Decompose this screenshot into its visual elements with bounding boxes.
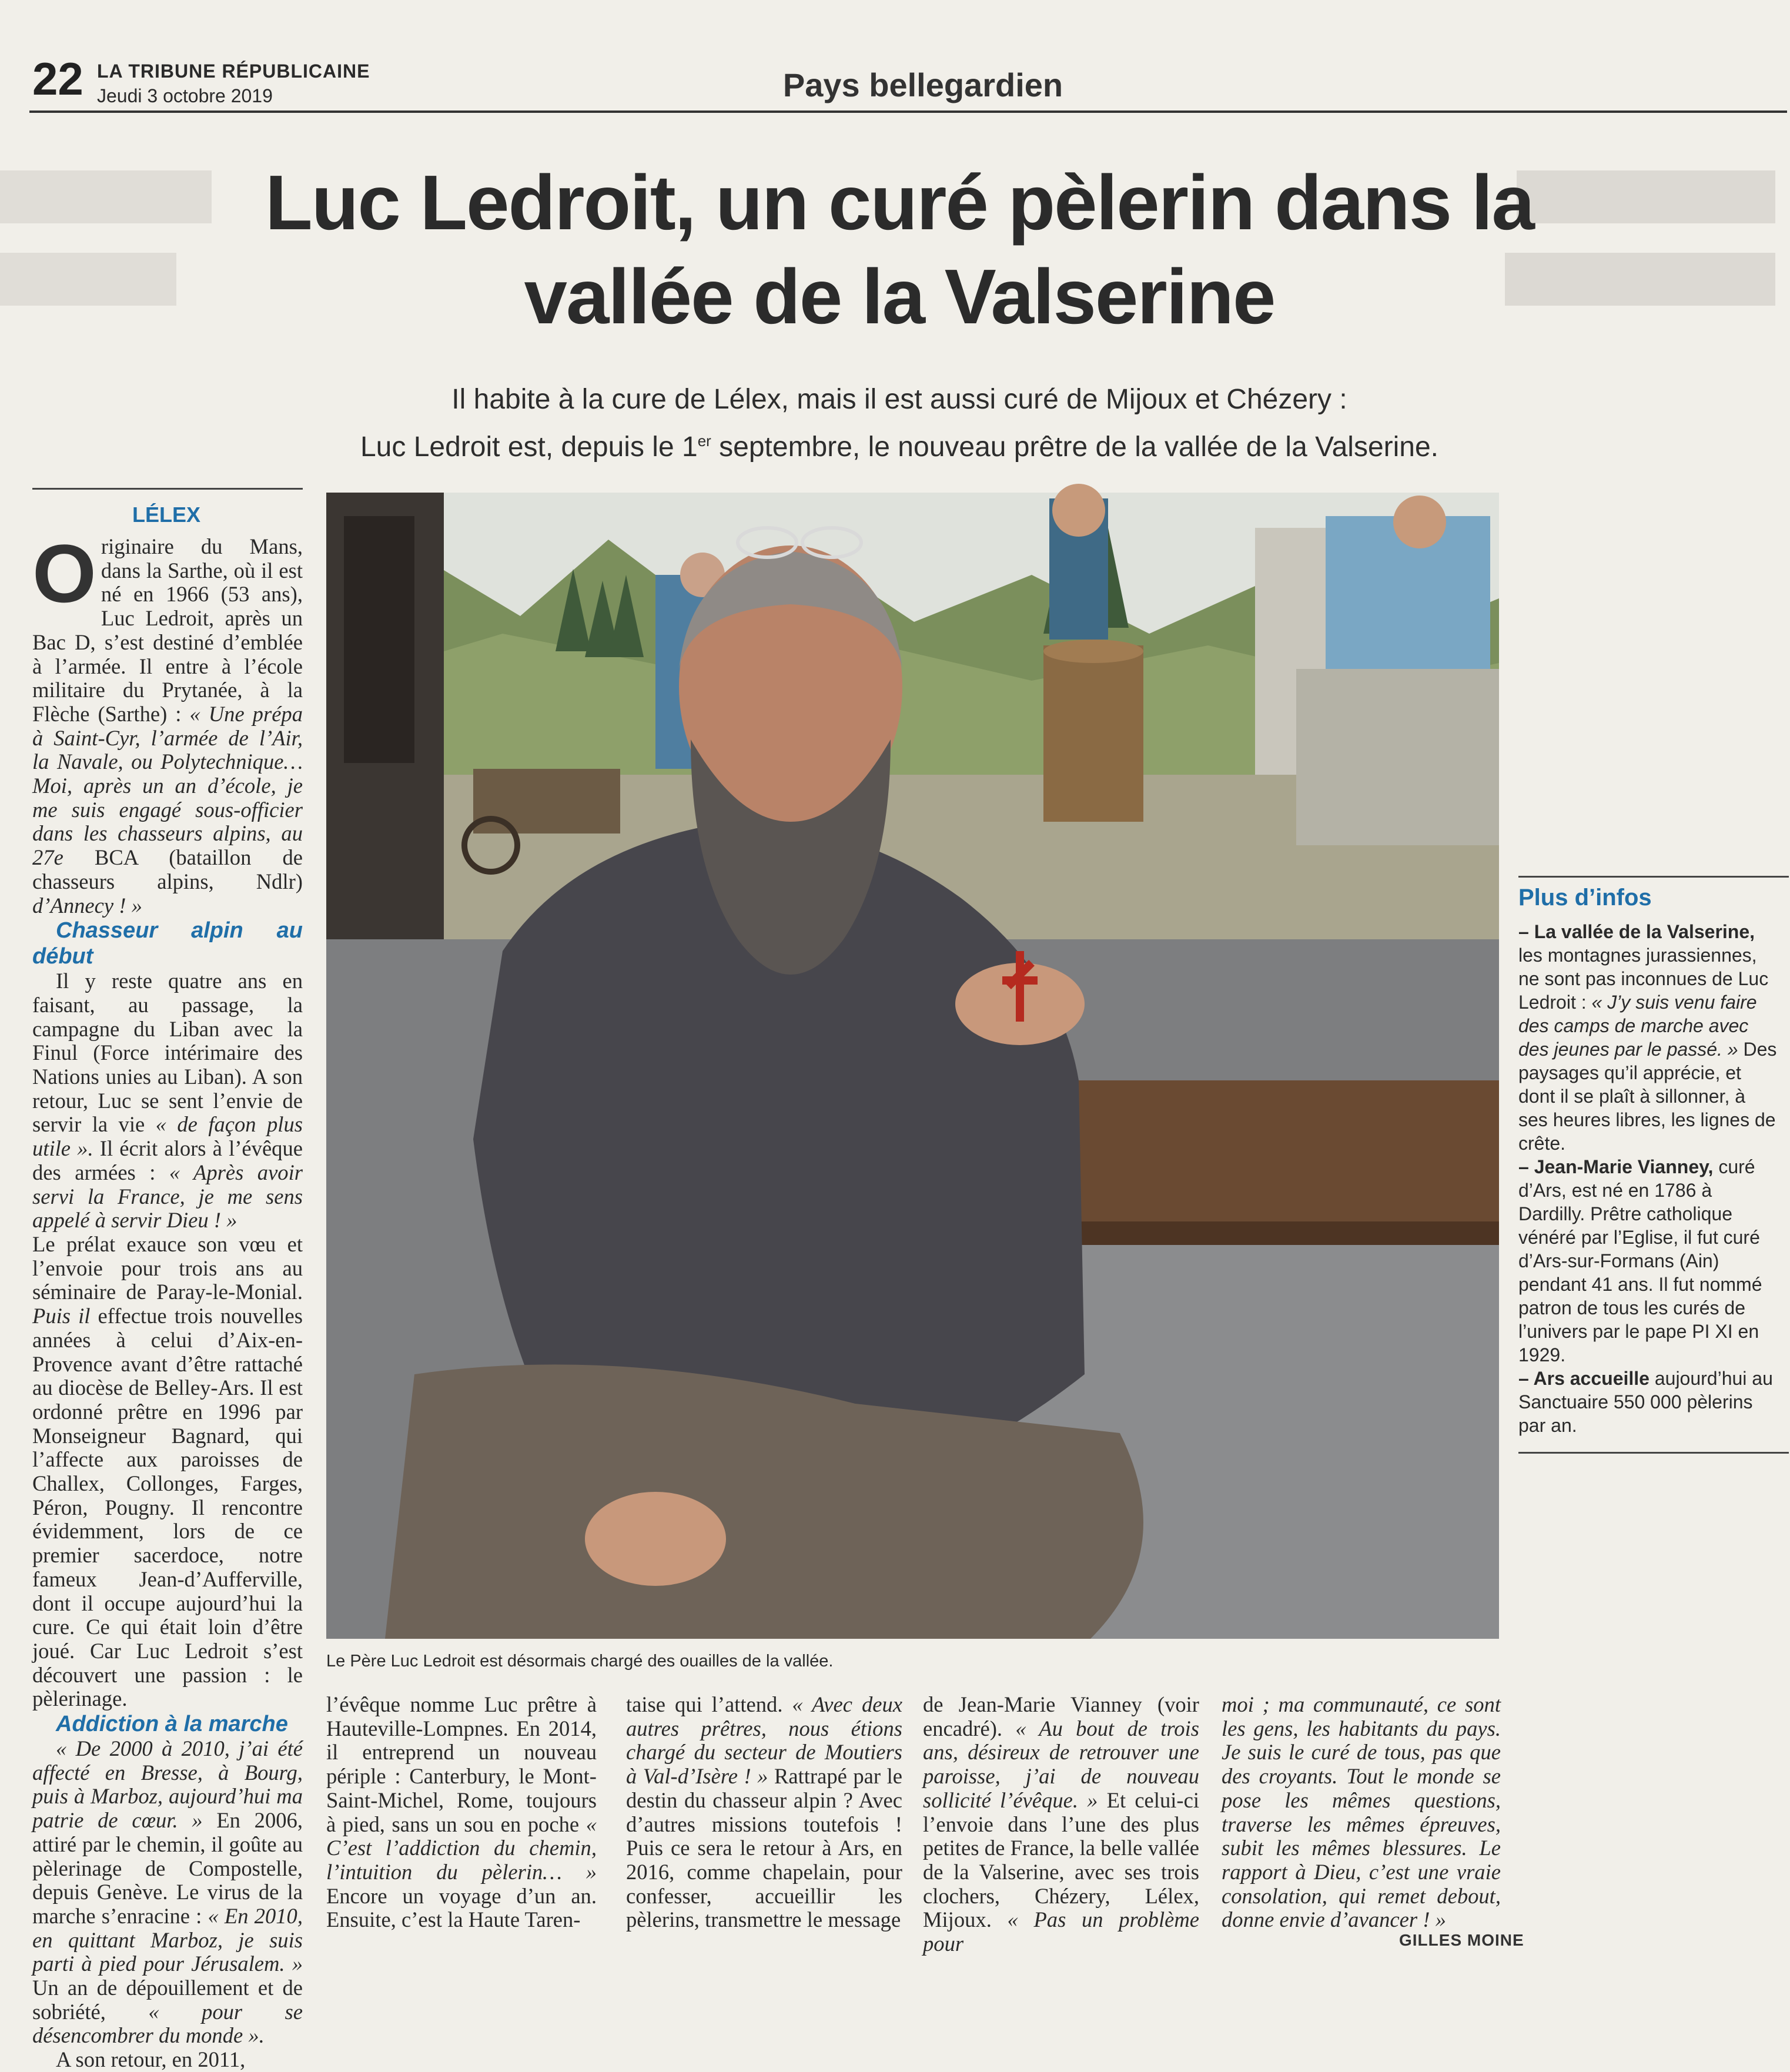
- paragraph: [32, 969, 303, 1233]
- text: Puis il: [32, 1304, 91, 1328]
- text: Il écrit alors à l’évêque des armées :: [32, 1136, 303, 1184]
- photo-illustration: [326, 493, 1499, 1639]
- paragraph: [626, 1693, 902, 1932]
- text: Encore un voyage d’un an. Ensuite, c’est la Haute Taren-: [326, 1883, 597, 1932]
- text: Et celui-ci l’envoie dans l’une des plus petites de France, la belle vallée de la Valserine, avec ses trois clochers, Chézery, Lélex, Mijoux.: [923, 1788, 1199, 1932]
- text: riginaire du Mans, dans la Sarthe, où il est né en 1966 (53 ans), Luc Ledroit, après un Bac D, s’est destiné d’emblée à l’armée. Il entre à l’école militaire du Prytanée, à la Flèche (Sarthe) :: [32, 534, 303, 726]
- sidebar-rule-bottom: [1518, 1452, 1789, 1454]
- quote: « De 2000 à 2010, j’ai été affecté en Bresse, à Bourg, puis à Marboz, aujourd’hui ma patrie de cœur. »: [32, 1736, 303, 1833]
- column-rule: [32, 488, 303, 490]
- article-column-4: [923, 1692, 1199, 1956]
- article-column-2: [326, 1692, 597, 1932]
- text: – Ars accueille: [1518, 1368, 1650, 1389]
- text: effectue trois nouvelles années à celui d’Aix-en-Provence avant d’être rattaché au diocèse de Belley-Ars. Il est ordonné prêtre en 1996 par Monseigneur Bagnard, qui l’affecte aux paroisses de Challex, Collonges, Farges, Péron, Pougny. Il rencontre évidemment, lors de ce premier sacerdoce, notre fameux Jean-d’Aufferville, dont il occupe aujourd’hui la cure. Ce qui était loin d’être joué. Car Luc Ledroit s’est découvert une passion : le pèlerinage.: [32, 1304, 303, 1711]
- dateline: LÉLEX: [132, 503, 201, 527]
- page-number: 22: [32, 53, 83, 105]
- article-column-1: [32, 527, 303, 2072]
- text: – Jean-Marie Vianney,: [1518, 1156, 1714, 1177]
- author-signature: GILLES MOINE: [1399, 1931, 1524, 1949]
- priest-portrait-photo: [326, 493, 1499, 1639]
- drop-cap: O: [32, 527, 96, 620]
- article-headline: Luc Ledroit, un curé pèlerin dans la vallée de la Valserine: [265, 159, 1534, 340]
- quote: « Une prépa à Saint-Cyr, l’armée de l’Air, la Navale, ou Polytechnique… Moi, après un an d’école, je me suis engagé sous-officier dans les chasseurs alpins, au 27e: [32, 701, 303, 870]
- paragraph: [32, 1233, 303, 1711]
- text: En 2006, attiré par le chemin, il goûte au pèlerinage de Compostelle, depuis Genève. Le virus de la marche s’enracine :: [32, 1808, 303, 1928]
- text: Des paysages qu’il apprécie, et dont il se plaît à sillonner, à ses heures libres, les lignes de crête.: [1518, 1039, 1777, 1154]
- section-title: Pays bellegardien: [782, 66, 1063, 103]
- paragraph: [326, 1693, 597, 1932]
- article-standfirst: [235, 379, 1564, 468]
- newspaper-name: LA TRIBUNE RÉPUBLICAINE: [97, 61, 370, 82]
- article-column-5: [1222, 1692, 1501, 1932]
- quote: d’Annecy ! »: [32, 893, 142, 918]
- quote: « Avec deux autres prêtres, nous étions chargé du secteur de Moutiers à Val-d’Isère ! »: [626, 1692, 902, 1789]
- quote: « Après avoir servi la France, je me sens appelé à servir Dieu ! »: [32, 1160, 303, 1233]
- text: BCA (bataillon de chasseurs alpins, Ndlr): [32, 845, 303, 893]
- sidebar-item: [1518, 1367, 1777, 1437]
- text: l’évêque nomme Luc prêtre à Hauteville-Lompnes. En 2014, il entreprend un nouveau périple : Canterbury, le Mont-Saint-Michel, Rome, toujours à pied, sans un sou en poche: [326, 1692, 597, 1836]
- text: Le prélat exauce son vœu et l’envoie pour trois ans au séminaire de Paray-le-Monial.: [32, 1231, 303, 1304]
- sidebar-rule: [1518, 876, 1789, 878]
- quote: « En 2010, en quittant Marboz, je suis parti à pied pour Jérusalem. »: [32, 1903, 303, 1976]
- sidebar-item: [1518, 920, 1777, 1155]
- sidebar-item: [1518, 1155, 1777, 1367]
- quote: « Pas un problème pour: [923, 1907, 1199, 1956]
- sidebar-box: [1518, 920, 1777, 1437]
- text: les montagnes jurassiennes, ne sont pas inconnues de Luc Ledroit :: [1518, 945, 1769, 1013]
- issue-date: Jeudi 3 octobre 2019: [97, 85, 273, 106]
- quote: « de façon plus utile ».: [32, 1112, 303, 1161]
- paragraph: A son retour, en 2011,: [56, 2047, 246, 2072]
- paragraph: [1222, 1693, 1501, 1932]
- article-column-3: [626, 1692, 902, 1932]
- quote: « C’est l’addiction du chemin, l’intuition du pèlerin… »: [326, 1812, 597, 1884]
- quote: « pour se désencombrer du monde ».: [32, 1999, 303, 2048]
- quote: « J’y suis venu faire des camps de marche avec des jeunes par le passé. »: [1518, 992, 1757, 1060]
- paragraph: [32, 1737, 303, 2048]
- sidebar-title: Plus d’infos: [1518, 885, 1652, 911]
- paragraph: [32, 527, 303, 918]
- intertitle-2: Addiction à la marche: [56, 1712, 288, 1737]
- text: Il y reste quatre ans en faisant, au passage, la campagne du Liban avec la Finul (Force intérimaire des Nations unies au Liban). A son retour, Luc se sent l’envie de servir la vie: [32, 969, 303, 1137]
- paragraph: [923, 1693, 1199, 1956]
- text: aujourd’hui au Sanctuaire 550 000 pèlerins par an.: [1518, 1368, 1773, 1436]
- text: Un an de dépouillement et de sobriété,: [32, 1976, 303, 2024]
- text: curé d’Ars, est né en 1786 à Dardilly. Prêtre catholique vénéré par l’Eglise, il fut curé d’Ars-sur-Formans (Ain) pendant 41 ans. Il fut nommé patron de tous les curés de l’univers par le pape PI XI en 1929.: [1518, 1156, 1762, 1365]
- text: – La vallée de la Valserine,: [1518, 921, 1755, 942]
- quote: « Au bout de trois ans, désireux de retrouver une paroisse, j’ai de nouveau sollicité l’évêque. »: [923, 1716, 1199, 1812]
- standfirst-line-1: Il habite à la cure de Lélex, mais il est aussi curé de Mijoux et Chézery :: [451, 384, 1347, 415]
- header-rule: [29, 111, 1787, 113]
- bleed-through-shadow-left: [0, 147, 223, 323]
- photo-caption: Le Père Luc Ledroit est désormais chargé des ouailles de la vallée.: [326, 1652, 834, 1671]
- standfirst-ordinal: er: [697, 432, 711, 450]
- text: Rattrapé par le destin du chasseur alpin ? Avec d’autres missions toutefois ! Puis ce sera le retour à Ars, en 2016, comme chapelain, pour confesser, accueillir les pèlerins, transmettre le message: [626, 1764, 902, 1932]
- quote: moi ; ma communauté, ce sont les gens, les habitants du pays. Je suis le curé de tous, pas que des croyants. Tout le monde se pose les mêmes questions, traverse les mêmes épreuves, subit les mêmes blessures. Le rapport à Dieu, c’est une vraie consolation, qui remet debout, donne envie d’avancer ! »: [1222, 1692, 1501, 1932]
- standfirst-line-2b: septembre, le nouveau prêtre de la vallée de la Valserine.: [711, 431, 1439, 463]
- text: taise qui l’attend.: [626, 1692, 792, 1716]
- intertitle-1: Chasseur alpin au début: [32, 918, 303, 969]
- standfirst-line-2a: Luc Ledroit est, depuis le 1: [360, 431, 698, 463]
- text: de Jean-Marie Vianney (voir encadré).: [923, 1692, 1199, 1740]
